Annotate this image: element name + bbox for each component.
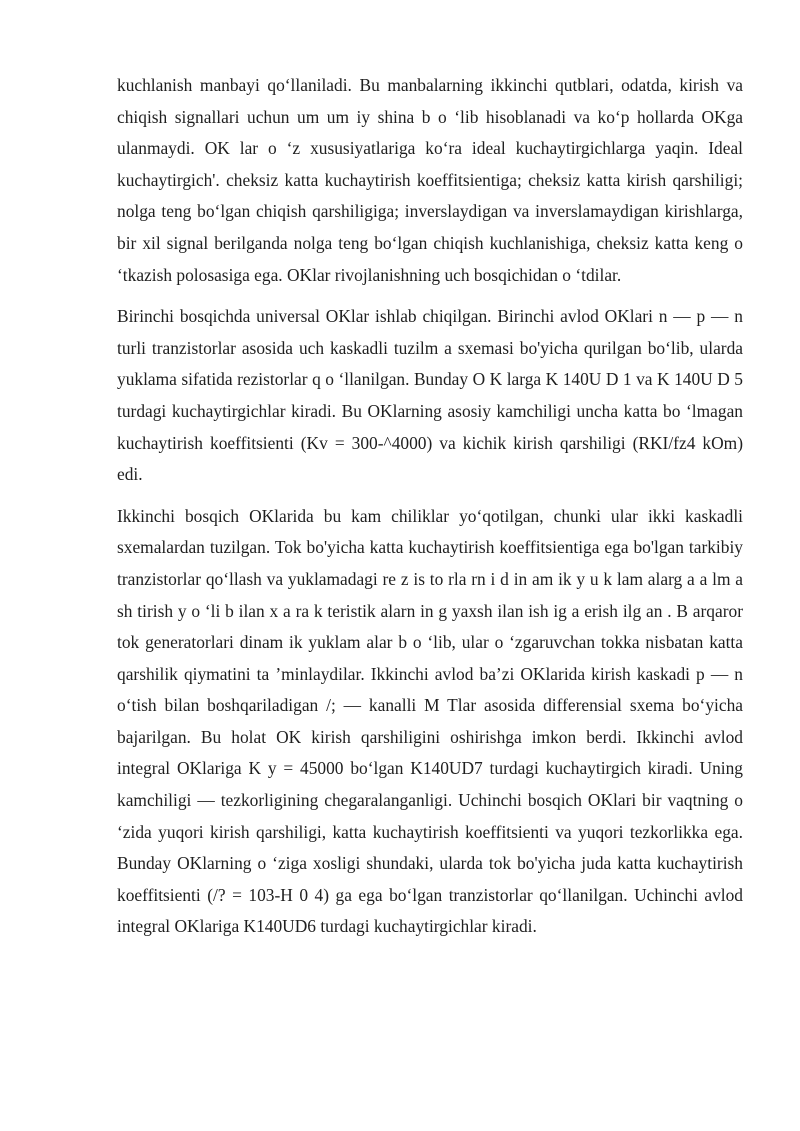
document-page <box>117 70 743 953</box>
paragraph-1: kuchlanish manbayi qo‘llaniladi. Bu manbalarning ikkinchi qutblari, odatda, kirish va chiqish signallari uchun um um iy shina b o ‘lib hisoblanadi va ko‘p hollarda OKga ulanmaydi. OK lar o ‘z xususiyatlariga ko‘ra ideal kuchaytirgichlarga yaqin. Ideal kuchaytirgich'. cheksiz katta kuchaytirish koeffitsientiga; cheksiz katta kirish qarshiligi; nolga teng bo‘lgan chiqish qarshiligiga; inverslaydigan va inverslamaydigan kirishlarga, bir xil signal berilganda nolga teng bo‘lgan chiqish kuchlanishiga, cheksiz katta keng o ‘tkazish polosasiga ega. OKlar rivojlanishning uch bosqichidan o ‘tdilar. <box>117 75 743 285</box>
paragraph-2: Birinchi bosqichda universal OKlar ishlab chiqilgan. Birinchi avlod OKlari n — p — n turli tranzistorlar asosida uch kaskadli tuzilm a sxemasi bo'yicha qurilgan bo‘lib, ularda yuklama sifatida rezistorlar q o ‘llanilgan. Bunday O K larga K 140U D 1 va K 140U D 5 turdagi kuchaytirgichlar kiradi. Bu OKlarning asosiy kamchiligi uncha katta bo ‘lmagan kuchaytirish koeffitsienti (Kv = 300-^4000) va kichik kirish qarshiligi (RKI/fz4 kOm) edi. <box>117 306 743 485</box>
paragraph-3: Ikkinchi bosqich OKlarida bu kam chiliklar yo‘qotilgan, chunki ular ikki kaskadli sxemalardan tuzilgan. Tok bo'yicha katta kuchaytirish koeffitsientiga ega bo'lgan tarkibiy tranzistorlar qo‘llash va yuklamadagi re z is to rla rn i d in am ik y u k lam alarg a a lm a sh tirish y o ‘li b ilan x a ra k teristik alarn in g yaxsh ilan ish ig a erish ilg an . B arqaror tok generatorlari dinam ik yuklam alar b o ‘lib, ular o ‘zgaruvchan tokka nisbatan katta qarshilik qiymatini ta ’minlaydilar. Ikkinchi avlod ba’zi OKlarida kirish kaskadi p — n o‘tish bilan boshqariladigan /; — kanalli M Tlar asosida differensial sxema bo‘yicha bajarilgan. Bu holat OK kirish qarshiligini oshirishga imkon berdi. Ikkinchi avlod integral OKlariga K y = 45000 bo‘lgan K140UD7 turdagi kuchaytirgich kiradi. Uning kamchiligi — tezkorligining chegaralanganligi. Uchinchi bosqich OKlari bir vaqtning o ‘zida yuqori kirish qarshiligi, katta kuchaytirish koeffitsienti va yuqori tezkorlikka ega. Bunday OKlarning o ‘ziga xosligi shundaki, ularda tok bo'yicha juda katta kuchaytirish koeffitsienti (/? = 103-H 0 4) ga ega bo‘lgan tranzistorlar qo‘llanilgan. Uchinchi avlod integral OKlariga K140UD6 turdagi kuchaytirgichlar kiradi. <box>117 505 743 937</box>
